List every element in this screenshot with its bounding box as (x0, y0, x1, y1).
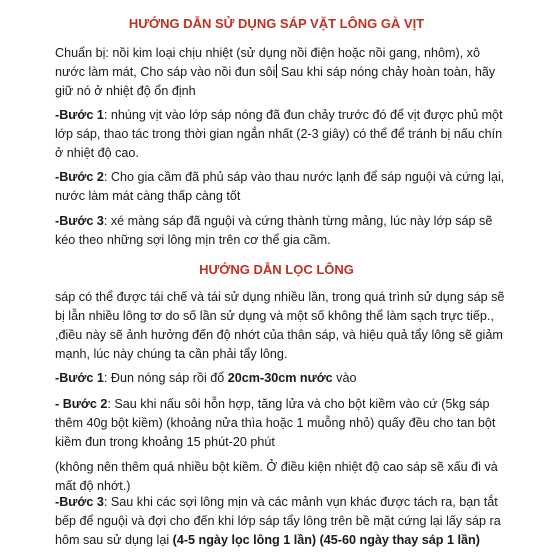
step-1-paragraph: -Bước 1: nhúng vịt vào lớp sáp nóng đã đun chảy trước đó để vịt được phủ một lớp sáp, thao tác trong thời gian ngắn nhất (2-3 giây) có thể để tránh bị nấu chín ở nhiệt độ cao. (55, 108, 503, 160)
step-label: - Bước 2 (55, 397, 108, 411)
filter-step-3-paragraph: -Bước 3: Sau khi các sợi lông mịn và các mảnh vụn khác được tách ra, bạn tắt bếp để nguội và đợi cho đến khi lớp sáp tẩy lông trên bề mặt cứng lại lấy sáp ra hôm sau sử dụng lại (4-5 ngày lọc lông 1 lần) (45-60 ngày thay sáp 1 lần) (55, 495, 501, 547)
schedule-note: (4-5 ngày lọc lông 1 lần) (45-60 ngày thay sáp 1 lần) (172, 533, 480, 547)
step-label: -Bước 1 (55, 108, 104, 122)
water-amount: 20cm-30cm nước (227, 371, 333, 385)
filter-intro-paragraph: sáp có thể được tái chế và tái sử dụng nhiều lần, trong quá trình sử dụng sáp sẽ bị lẫn nhiều lông tơ do số lần sử dụng và một số không thể làm sạch trực tiếp., ,điều này sẽ ảnh hưởng đến độ nhớt của thân sáp, và hiệu quả tẩy lông sẽ giảm mạnh, lúc này chúng ta cần phải tẩy lông. (55, 290, 505, 361)
step-label: -Bước 2 (55, 170, 104, 184)
step-label: -Bước 1 (55, 371, 104, 385)
filter-step-2-paragraph: - Bước 2: Sau khi nấu sôi hỗn hợp, tăng lửa và cho bột kiềm vào cứ (5kg sáp thêm 40g bột kiềm) (khoảng nửa thìa hoặc 1 muỗng nhỏ) quấy đều cho tan bột kiềm đun trong khoảng 15 phút-20 phút (55, 397, 496, 449)
intro-line: giữ nó ở nhiệt độ ổn định (55, 84, 196, 98)
step-label: -Bước 3 (55, 495, 104, 509)
main-title: HƯỚNG DẪN SỬ DỤNG SÁP VẶT LÔNG GÀ VỊT (128, 16, 425, 31)
intro-paragraph (55, 44, 533, 101)
intro-line: nước làm mát, Cho sáp vào nồi đun sôi Sau khi sáp nóng chảy hoàn toàn, hãy (55, 65, 496, 79)
note-paragraph: (không nên thêm quá nhiều bột kiềm. Ở điều kiện nhiệt độ cao sáp sẽ xấu đi và mất độ nhớt.) (55, 460, 498, 493)
section-title: HƯỚNG DẪN LỌC LÔNG (199, 262, 354, 277)
step-label: -Bước 3 (55, 214, 104, 228)
step-3-paragraph: -Bước 3: xé màng sáp đã nguội và cứng thành từng mảng, lúc này lớp sáp sẽ kéo theo những sợi lông mịn trên cơ thể gia cầm. (55, 214, 493, 247)
step-2-paragraph: -Bước 2: Cho gia cầm đã phủ sáp vào thau nước lạnh để sáp nguội và cứng lại, nước làm mát càng thấp càng tốt (55, 170, 505, 203)
filter-step-1-paragraph: -Bước 1: Đun nóng sáp rồi đổ 20cm-30cm nước vào (55, 371, 357, 385)
intro-line: Chuẩn bị: nồi kim loại chịu nhiệt (sử dụng nồi điện hoặc nồi gang, nhôm), xô (55, 46, 480, 60)
